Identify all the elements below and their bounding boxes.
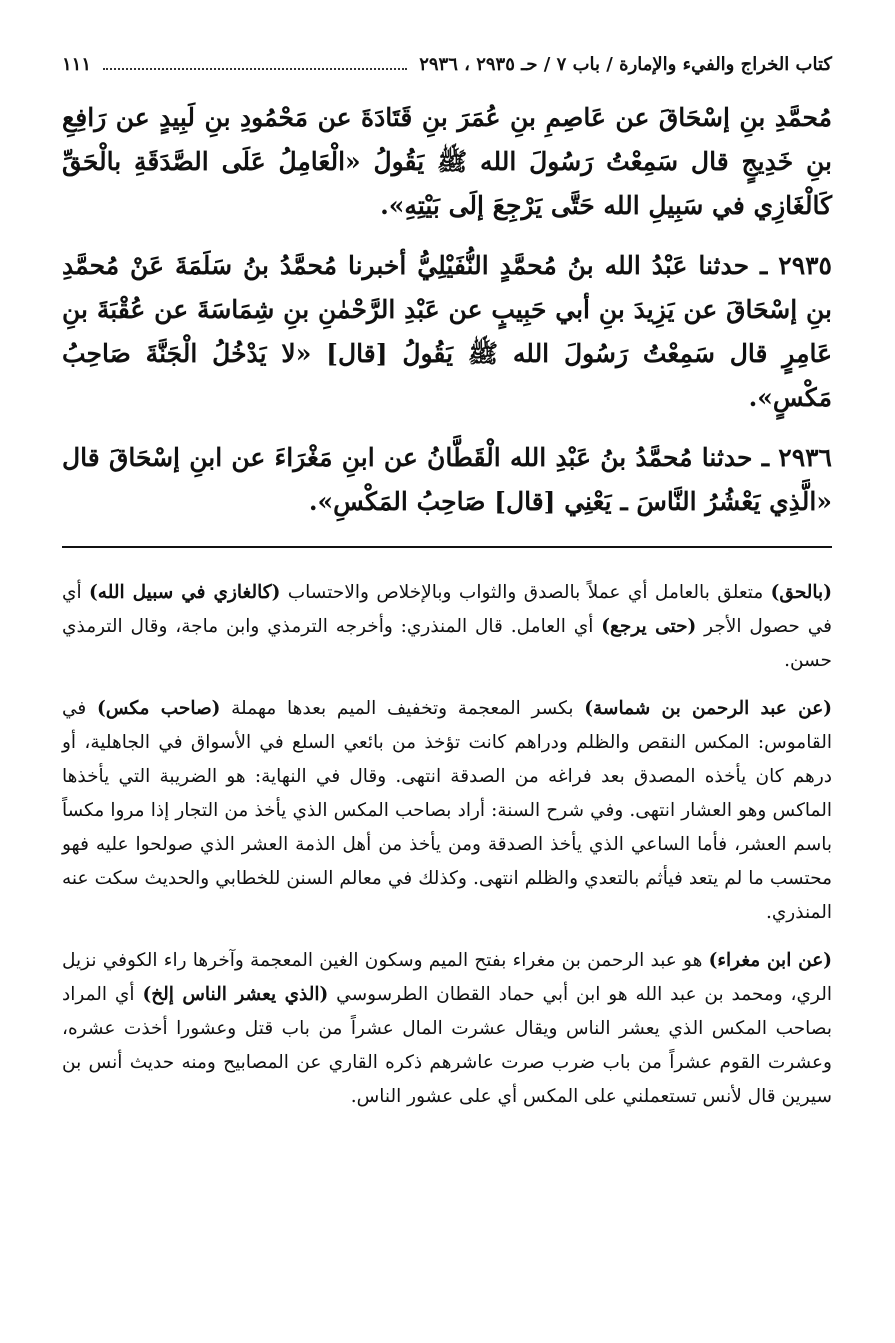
- hadith-text: [62, 96, 832, 524]
- commentary-keyword: (عن ابن مغراء): [708, 950, 832, 971]
- commentary-keyword: (بالحق): [770, 582, 832, 603]
- commentary-text: متعلق بالعامل أي عملاً بالصدق والثواب وبالإخلاص والاحتساب: [280, 582, 771, 603]
- page-number: ١١١: [62, 54, 92, 75]
- commentary-text: أي العامل. قال المنذري: وأخرجه الترمذي وابن ماجة، وقال الترمذي حسن.: [62, 616, 832, 671]
- header-title: كتاب الخراج والفيء والإمارة / باب ٧ / حـ ٢٩٣٥ ، ٢٩٣٦: [419, 54, 832, 75]
- commentary-text: أي المراد بصاحب المكس الذي يعشر الناس ويقال عشرت المال عشراً من باب قتل وعشورا أخذت عشره، وعشرت القوم عشراً من باب ضرب صرت عاشرهم ذكره القاري عن المصابيح ومنه حديث أنس بن سيرين قال لأنس تستعملني على المكس أي على عشور الناس.: [62, 984, 832, 1107]
- hadith-paragraph: [62, 96, 832, 228]
- document-page: [62, 54, 832, 1314]
- commentary-section: [62, 576, 832, 1114]
- hadith-paragraph: [62, 244, 832, 420]
- commentary-keyword: (كالغازي في سبيل الله): [89, 582, 281, 603]
- commentary-keyword: (صاحب مكس): [96, 698, 221, 719]
- commentary-keyword: (حتى يرجع): [601, 616, 697, 637]
- commentary-text: في القاموس: المكس النقص والظلم ودراهم كانت تؤخذ من بائعي السلع في الأسواق في الجاهلية، أو درهم كان يأخذه المصدق بعد فراغه من الصدقة انتهى. وقال في النهاية: هو الضريبة التي يأخذها الماكس وهو العشار انتهى. وفي شرح السنة: أراد بصاحب المكس الذي يأخذ من التجار إذا مروا مكساً باسم العشر، فأما الساعي الذي يأخذ الصدقة ومن يأخذ من أهل الذمة العشر الذي صولحوا عليه فهو محتسب ما لم يتعد فيأثم بالتعدي والظلم انتهى. وكذلك في معالم السنن للخطابي والحديث سكت عنه المنذري.: [62, 698, 832, 923]
- hadith-paragraph: [62, 436, 832, 524]
- commentary-text: بكسر المعجمة وتخفيف الميم بعدها مهملة: [220, 698, 585, 719]
- commentary-paragraph: [62, 944, 832, 1114]
- commentary-text: أي في حصول الأجر: [62, 582, 833, 637]
- leader-dots: [103, 68, 407, 70]
- commentary-text: هو عبد الرحمن بن مغراء بفتح الميم وسكون الغين المعجمة وآخرها راء الكوفي نزيل الري، ومحمد بن عبد الله هو ابن أبي حماد القطان الطرسوسي: [62, 950, 832, 1005]
- commentary-paragraph: [62, 692, 832, 930]
- commentary-keyword: (الذي يعشر الناس إلخ): [142, 984, 329, 1005]
- hadith-number: ٢٩٣٥: [778, 251, 832, 280]
- hadith-body: ـ حدثنا عَبْدُ الله بنُ مُحمَّدٍ النُّفَيْلِيُّ أخبرنا مُحمَّدُ بنُ سَلَمَةَ عَنْ مُحمَّدِ بنِ إسْحَاقَ عن يَزِيدَ بنِ أبي حَبِيبٍ عن عَبْدِ الرَّحْمٰنِ بنِ شِمَاسَةَ عن عُقْبَةَ بنِ عَامِرٍ قال سَمِعْتُ رَسُولَ الله ﷺ يَقُولُ [قال] «لا يَدْخُلُ الْجَنَّةَ صَاحِبُ مَكْسٍ».: [62, 251, 832, 412]
- hadith-number: ٢٩٣٦: [778, 443, 832, 472]
- commentary-keyword: (عن عبد الرحمن بن شماسة): [584, 698, 832, 719]
- hadith-body: مُحمَّدِ بنِ إسْحَاقَ عن عَاصِمِ بنِ عُمَرَ بنِ قَتَادَةَ عن مَحْمُودِ بنِ لَبِيدٍ عن رَافِعِ بنِ خَدِيجٍ قال سَمِعْتُ رَسُولَ الله ﷺ يَقُولُ «الْعَامِلُ عَلَى الصَّدَقَةِ بالْحَقِّ كَالْغَازِي في سَبِيلِ الله حَتَّى يَرْجِعَ إلَى بَيْتِهِ».: [62, 103, 832, 220]
- hadith-body: ـ حدثنا مُحمَّدُ بنُ عَبْدِ الله الْقَطَّانُ عن ابنِ مَغْرَاءَ عن ابنِ إسْحَاقَ قال «الَّذِي يَعْشُرُ النَّاسَ ـ يَعْنِي [قال] صَاحِبُ المَكْسِ».: [62, 443, 832, 516]
- running-header: [62, 54, 832, 88]
- footnote-divider: [62, 546, 832, 548]
- commentary-paragraph: [62, 576, 832, 678]
